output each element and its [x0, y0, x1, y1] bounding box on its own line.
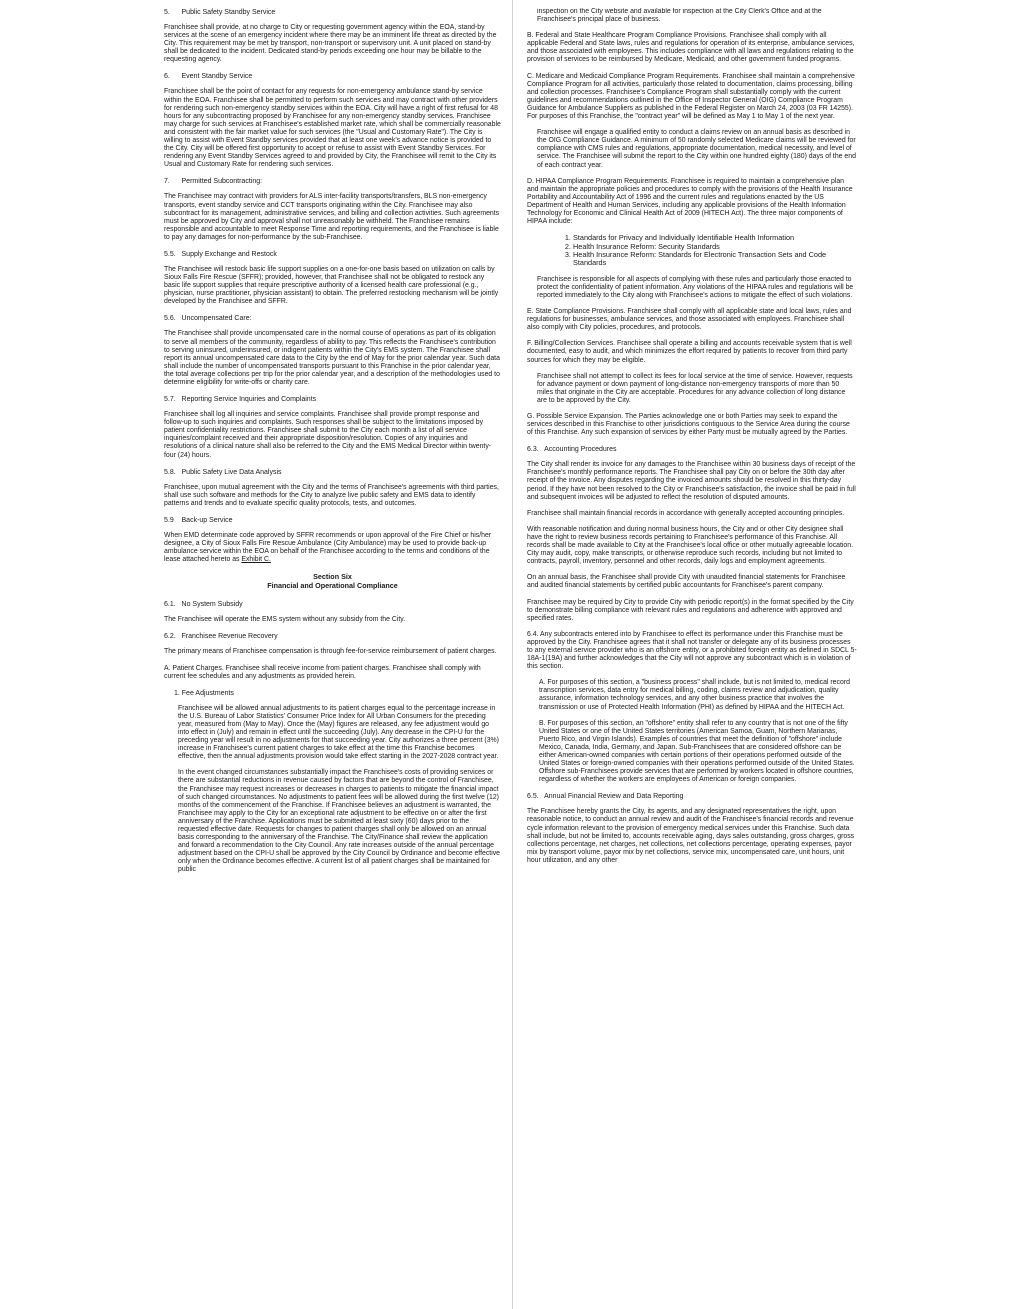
section-6-5-heading: 6.5. Annual Financial Review and Data Reporting	[527, 793, 684, 801]
hipaa-d-text: D. HIPAA Compliance Program Requirements. Franchisee is required to maintain a comprehensive plan and maintain the appropriate policies and procedures to comply with the provisions of the Health Insurance Portability and Accountability Act of 1996 and the current rules and regulations enacted by the US Department of Health and Human Services, including any applicable provisions of the Health Information Technology for Economic and Clinical Health Act of 2009 (HITECH Act). The three major components of HIPAA include:	[527, 177, 853, 226]
section-6-4-b-text: B. For purposes of this section, an "offshore" entity shall refer to any country that is not one of the fifty United States or one of the United States territories (American Samoa, Guam, Northern Marianas, Puerto Rico, and Virgin Islands). Examples of countries that meet the definition of "offshore" include Mexico, Canada, India, Germany, and Japan. Sub-Franchisees that are considered offshore can be either American-owned companies with certain portions of their operations performed outside of the United States or foreign-owned companies with their operations performed outside of the United States. Offshore sub-Franchisees provide services that are performed by workers located in offshore countries, regardless of whether the workers are employees of American or foreign companies.	[539, 719, 855, 784]
section-6-5-text: The Franchisee hereby grants the City, its agents, and any designated representatives the right, upon reasonable notice, to conduct an annual review and audit of the Franchisee's financial records and revenue cycle information relevant to the provision of emergency medical services under this Franchise. Such data shall include, but not be limited to, accounts receivable aging, days sales outstanding, gross charges, gross collections percentage, net charges, net collections, net collections percentage, operating expenses, payor mix by transport volume, payor mix by net collections, service mix, uncompensated care, unit hours, unit hour utilization, and any other	[527, 808, 855, 864]
section-6-2-heading: 6.2. Franchisee Revenue Recovery	[164, 633, 278, 641]
section-5-6-heading: 5.6. Uncompensated Care:	[164, 315, 252, 323]
section-6-3-text-2: Franchisee shall maintain financial records in accordance with generally accepted accounting principles.	[527, 509, 845, 517]
section-6-1-heading: 6.1. No System Subsidy	[164, 601, 243, 609]
section-6-3-text: The City shall render its invoice for any damages to the Franchisee within 30 business days of receipt of the Franchisee's monthly performance reports. The Franchisee shall pay City on or before the 30th day after receipt of the invoice. Any disputes regarding the invoiced amounts should be resolved in this thirty-day period. If they have not been resolved to the City or Franchisee's satisfaction, the invoice shall be paid in full and subsequent invoices will be adjusted to reflect the resolution of disputed amounts.	[527, 461, 856, 501]
section-6-3-text-5: Franchisee may be required by City to provide City with periodic report(s) in the format specified by the City to demonstrate billing compliance with relevant rules and regulations and adherence with approved and specified rates.	[527, 598, 854, 622]
section-5-8-heading: 5.8. Public Safety Live Data Analysis	[164, 468, 282, 476]
exhibit-c-link[interactable]: Exhibit C.	[241, 556, 271, 564]
section-6-heading: 6. Event Standby Service	[164, 73, 253, 81]
list-item: 3. Health Insurance Reform: Standards for Electronic Transaction Sets and Code Standards	[573, 251, 857, 268]
section-6-3-text-4: On an annual basis, the Franchisee shall provide City with unaudited financial statements for Franchisee and audited financial statements by certified public accountants for Franchisee's parent company.	[527, 574, 846, 590]
section-six-title-block	[164, 572, 501, 590]
fee-adjustments-text-2: In the event changed circumstances substantially impact the Franchisee's costs of providing services or there are substantial reductions in revenue caused by factors that are beyond the control of Franchisee, the Franchisee may request increases or decreases in charges to patients to mitigate the financial impact of such changed circumstances. No adjustments to patient fees will be allowed during the first twelve (12) months of the commencement of the Franchise. If Franchisee believes an adjustment is warranted, the Franchisee may apply to the City for an exceptional rate adjustment to be effective on or after the first anniversary of the Franchise. Applications must be submitted at least sixty (60) days prior to the requested effective date. Requests for changes to patient charges shall only be allowed on an annual basis corresponding to the anniversary of the Franchise. The City/Finance shall review the application and forward a recommendation to the City Council. Any rate increases outside of the annual percentage adjustment based on the CPI-U shall be approved by the City Council by Ordinance and become effective only when the Ordinance becomes effective. A current list of all patient charges shall be maintained for public	[178, 769, 501, 874]
continued-text: inspection on the City website and available for inspection at the City Clerk's Office and at the Franchisee's principal place of business.	[537, 8, 822, 24]
section-six-subtitle: Financial and Operational Compliance	[267, 581, 398, 591]
section-5-9-heading: 5.9 Back-up Service	[164, 516, 233, 524]
section-5-7-text: Franchisee shall log all inquiries and service complaints. Franchisee shall provide prompt response and follow-up to such inquiries and complaints. Such responses shall be subject to the limitations imposed by patient confidentiality restrictions. Franchisee shall submit to the City each month a list of all service inquiries/complaint received and their appropriate disposition/resolution. Copies of any inquiries and resolutions of a clinical nature shall also be referred to the City and the EMS Medical Director within twenty-four (24) hours.	[164, 411, 492, 459]
section-6-4-a-text: A. For purposes of this section, a "business process" shall include, but is not limited to, medical record transcription services, data entry for medical billing, coding, claims review and adjudication, quality assurance, information technology services, and any other business practice that involves the transmission or use of Protected Health Information (PHI) as defined by HIPAA and the HITECH Act.	[539, 679, 850, 711]
patient-charges-text: A. Patient Charges. Franchisee shall receive income from patient charges. Franchisee shall comply with current fee schedules and any adjustments as provided herein.	[164, 664, 481, 680]
list-item: 1. Standards for Privacy and Individually Identifiable Health Information	[573, 234, 857, 242]
page-gutter-divider	[512, 0, 513, 1309]
section-5-6-text: The Franchisee shall provide uncompensated care in the normal course of operations as part of its obligation to serve all members of the community, regardless of ability to pay. This reflects the Franchisee's contribution to serving uninsured, underinsured, or indigent patients within the City's EMS system. The Franchisee shall report its annual uncompensated care data to the City by the end of May for the prior calendar year. Such data shall include the number of uncompensated transports pursuant to this Franchise in the prior calendar year, the total average collections per trip for the prior calendar year, and a description of the methodologies used to determine eligibility for write-offs or charity care.	[164, 330, 500, 386]
service-expansion-g-text: G. Possible Service Expansion. The Parties acknowledge one or both Parties may seek to expand the services described in this Franchise to other jurisdictions contiguous to the Service Area during the course of this Franchise. Any such expansion of services by either Party must be mutually agreed by the Parties.	[527, 413, 850, 437]
compliance-b-text: B. Federal and State Healthcare Program Compliance Provisions. Franchisee shall comply with all applicable Federal and State laws, rules and regulations for operation of its enterprise, ambulance services, and those associated with employees. This includes compliance with all laws and regulations relating to the provision of services to be reimbursed by Medicare, Medicaid, and other government funded programs.	[527, 32, 855, 64]
hipaa-d-text-2: Franchisee is responsible for all aspects of complying with these rules and particularly those enacted to protect the confidentiality of patient information. Any violations of the HIPAA rules and regulations will be reported immediately to the City along with Franchisee's actions to mitigate the effect of such violations.	[537, 275, 854, 299]
section-6-1-text: The Franchisee will operate the EMS system without any subsidy from the City.	[164, 616, 406, 624]
section-5-5-heading: 5.5. Supply Exchange and Restock	[164, 250, 277, 258]
hipaa-components-list	[561, 234, 857, 268]
billing-f-text-2: Franchisee shall not attempt to collect its fees for local service at the time of service. However, requests for advance payment or down payment of long-distance non-emergency transports of more than 50 miles that originate in the City are acceptable. Procedures for any advance collection of long distance are to be approved by the City.	[537, 372, 853, 404]
section-6-3-text-3: With reasonable notification and during normal business hours, the City and or other City designee shall have the right to review business records pertaining to Franchisee's performance of this Franchise. All records shall be made available to City at the Franchisee's local office or other mutually agreeable location. City may audit, copy, make transcripts, or otherwise reproduce such records, including but not limited to contracts, payroll, inventory, personnel and other records, daily logs and employment agreements.	[527, 525, 853, 566]
fee-adjustments-text-1: Franchisee will be allowed annual adjustments to its patient charges equal to the percentage increase in the U.S. Bureau of Labor Statistics' Consumer Price Index for All Urban Consumers for the preceding year, measured from (May to May). Once the (May) figures are released, any fee adjustment would go into effect in (July) and remain in effect until the succeeding (July). Any decrease in the CPI-U for the preceding year will result in no adjustments for that succeeding year. City authorizes a three percent (3%) increase in Franchisee's current patient charges to take effect at the time this Franchise becomes effective, then the annual adjustments provision would take effect starting in the 2027-2028 contract year.	[178, 704, 499, 761]
state-compliance-e-text: E. State Compliance Provisions. Franchisee shall comply with all applicable state and local laws, rules and regulations for businesses, ambulance services, and those associated with employees. Franchisee shall also comply with City policies, procedures, and protocols.	[527, 308, 852, 332]
section-5-5-text: The Franchisee will restock basic life support supplies on a one-for-one basis based on utilization on calls by Sioux Falls Fire Rescue (SFFR); provided, however, that Franchisee shall not be obligated to restock any basic life support supplies that require prescriptive authority of a licensed health care professional (e.g., physician, nurse practitioner, physician assistant) to obtain. The preferred restocking mechanism will be jointly developed by the Franchisee and SFFR.	[164, 265, 499, 306]
section-6-text: Franchisee shall be the point of contact for any requests for non-emergency ambulance stand-by service within the EOA. Franchisee shall be permitted to perform such services and may contract with other providers for rendering such non-emergency standby services within the EOA. City will have a right of first refusal for 48 hours for any subcontracting proposed by Franchisee for any non-emergency standby services. Franchisee may charge for such services at Franchisee's established market rate, which shall be commercially reasonable and consistent with the fair market value for such services (the "Usual and Customary Rate"). The City is willing to assist with Event Standby services provided that at least one week's advance notice is provided to the City. City will be offered first opportunity to accept or refuse to assist with Event Standby Services. For rendering any Event Standby Services agreed to and provided by City, the Franchisee will remit to the City its Usual and Customary Rate for rendering such services.	[164, 88, 501, 169]
section-5-8-text: Franchisee, upon mutual agreement with the City and the terms of Franchisee's agreements with third parties, shall use such software and methods for the City to analyze live public safety and EMS data to identify patterns and trends and to evaluate specific quality protocols, tests, and outcomes.	[164, 483, 499, 507]
list-item: 2. Health Insurance Reform: Security Standards	[573, 243, 857, 251]
section-6-2-text: The primary means of Franchisee compensation is through fee-for-service reimbursement of patient charges.	[164, 648, 497, 656]
section-5-7-heading: 5.7. Reporting Service Inquiries and Complaints	[164, 396, 317, 404]
section-7-heading: 7. Permitted Subcontracting:	[164, 178, 263, 186]
fee-adjustments-heading: 1. Fee Adjustments	[174, 689, 234, 697]
compliance-c-text: C. Medicare and Medicaid Compliance Program Requirements. Franchisee shall maintain a comprehensive Compliance Program for all activities, particularly those related to documentation, claims processing, billing and collection processes. Franchisee's Compliance Program shall substantially comply with the current guidelines and recommendations outlined in the Office of Inspector General (OIG) Compliance Program Guidance for Ambulance Suppliers as published in the Federal Register on March 24, 2003 (03 FR 14255). For purposes of this Franchise, the "contract year" will be defined as May 1 to May 1 of the next year.	[527, 72, 855, 121]
section-5-9-body: When EMD determinate code approved by SFFR recommends or upon approval of the Fire Chief or his/her designee, a City of Sioux Falls Fire Rescue Ambulance (City Ambulance) may be used to provide back-up ambulance service within the EOA on behalf of the Franchisee according to the terms and conditions of the lease attached hereto as	[164, 531, 492, 564]
section-5-9-text	[164, 532, 501, 564]
right-column	[527, 8, 857, 1307]
section-six-title: Section Six	[313, 572, 352, 582]
billing-f-text: F. Billing/Collection Services. Franchisee shall operate a billing and accounts receivable system that is well documented, easy to audit, and which minimizes the effort required by patients to recover from third party sources for which they may be eligible.	[527, 340, 852, 364]
section-5-heading: 5. Public Safety Standby Service	[164, 9, 276, 16]
section-7-text: The Franchisee may contract with providers for ALS inter-facility transports/transfers, BLS non-emergency transports, event standby service and CCT transports originating within the City. Franchisee may also subcontract for its management, administrative services, and billing and collection activities. Such agreements must be approved by City and approval shall not unreasonably be withheld. The Franchisee remains responsible and accountable to meet Response Time and reporting requirements, and the Franchisee is liable to pay any damages for non-performance by the sub-Franchisee.	[164, 193, 500, 241]
compliance-c-text-2: Franchisee will engage a qualified entity to conduct a claims review on an annual basis as described in the OIG Compliance Guidance. A minimum of 50 randomly selected Medicare claims will be reviewed for compliance with CMS rules and regulations, appropriate documentation, medical necessity, and level of service. The Franchisee will submit the report to the City within one hundred eighty (180) days of the end of each contract year.	[537, 129, 856, 169]
section-6-3-heading: 6.3. Accounting Procedures	[527, 446, 617, 454]
section-5-text: Franchisee shall provide, at no charge to City or requesting government agency within the EOA, stand-by services at the scene of an emergency incident where there may be an imminent life threat as directed by the City. This requirement may be met by transport, non-transport or supervisory unit. A unit placed on stand-by shall be dedicated to the incident. Dedicated stand-by periods exceeding one hour may be billable to the requesting agency.	[164, 24, 497, 64]
left-column	[164, 8, 501, 1307]
section-6-4-text: 6.4. Any subcontracts entered into by Franchisee to effect its performance under this Franchise must be approved by the City. Franchisee agrees that it shall not transfer or delegate any of its business processes to any external service provider who is an offshore entity, or a prohibited foreign entity as defined in SDCL 5-18A-1(19A) and further acknowledges that the City will not approve any subcontract which is in violation of this section.	[527, 630, 857, 671]
